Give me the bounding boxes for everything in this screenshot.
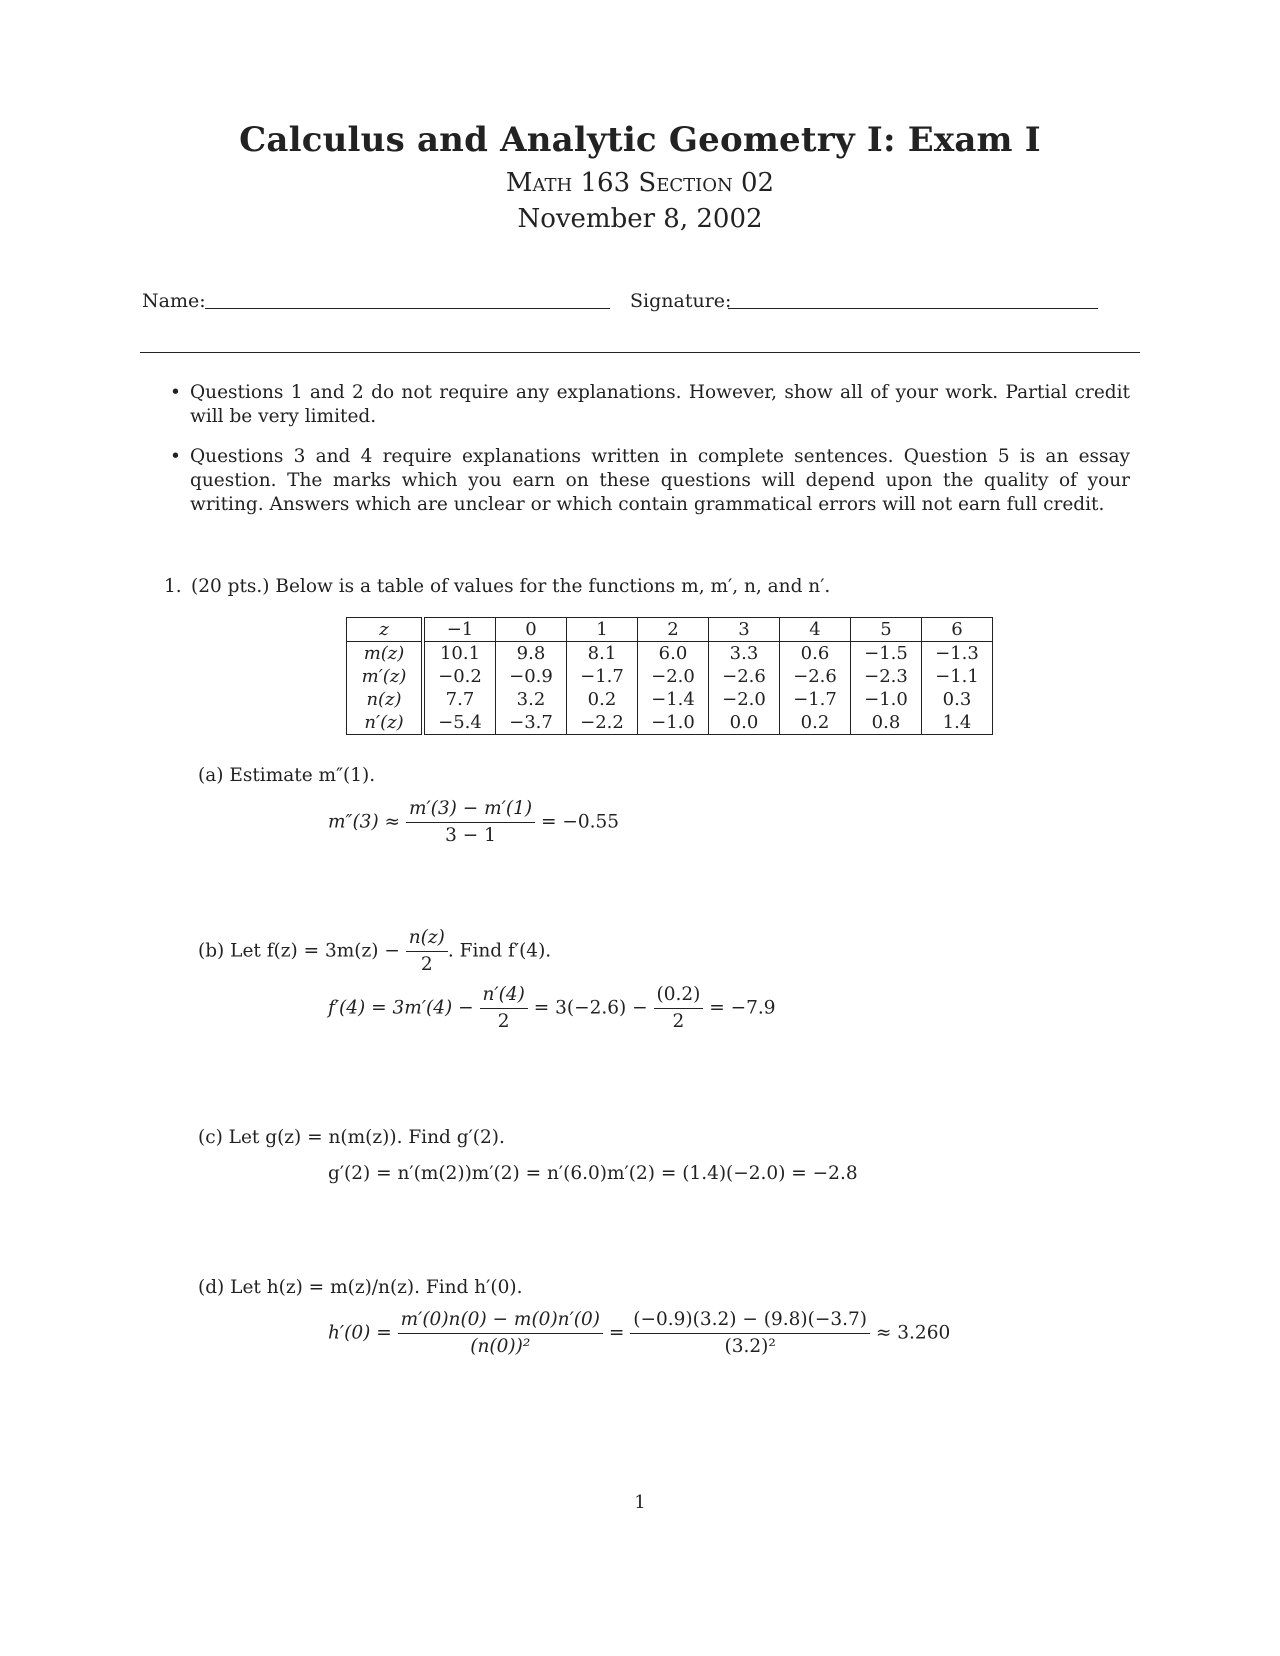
part-d-fraction-1	[398, 1307, 603, 1360]
part-b-prompt-denominator: 2	[420, 954, 433, 975]
table-cell: −2.0	[709, 688, 780, 711]
bullet-icon: •	[170, 446, 181, 467]
table-cell: −1.0	[851, 688, 922, 711]
part-d-answer	[328, 1307, 950, 1360]
part-d-fraction-2-num: (−0.9)(3.2) − (9.8)(−3.7)	[630, 1307, 870, 1334]
part-d-fraction-2	[630, 1307, 870, 1360]
table-cell: 0.6	[780, 642, 851, 666]
name-field[interactable]	[205, 308, 610, 309]
part-b-fraction-1-den: 2	[497, 1011, 510, 1032]
part-b-prompt-end: . Find f′(4).	[447, 940, 552, 962]
table-cell: −1.0	[638, 711, 709, 735]
table-header-cell: 6	[922, 618, 993, 642]
table-header-row	[347, 618, 993, 642]
part-d-result: ≈ 3.260	[875, 1322, 951, 1344]
page-number: 1	[634, 1492, 646, 1513]
table-cell: −2.6	[780, 665, 851, 688]
instruction-text: Questions 3 and 4 require explanations written in complete sentences. Question 5 is an essay question. The marks which you earn on these questions will depend upon the quality of your writing. Answers which are unclear or which contain grammatical errors will not earn full credit.	[190, 446, 1130, 515]
table-cell: 0.2	[780, 711, 851, 735]
question-1-number: 1.	[164, 576, 182, 597]
table-cell: 6.0	[638, 642, 709, 666]
part-c-answer: g′(2) = n′(m(2))m′(2) = n′(6.0)m′(2) = (1.4)(−2.0) = −2.8	[328, 1163, 858, 1184]
table-row	[347, 642, 993, 666]
table-header-cell: 2	[638, 618, 709, 642]
instruction-text: Questions 1 and 2 do not require any explanations. However, show all of your work. Partial credit will be very limited.	[190, 382, 1130, 427]
table-cell: 9.8	[496, 642, 567, 666]
table-cell: 3.3	[709, 642, 780, 666]
part-b-result: = −7.9	[709, 997, 776, 1019]
table-row-label: z	[347, 618, 424, 642]
values-table	[346, 617, 993, 735]
table-header-cell: 5	[851, 618, 922, 642]
question-1-prompt: (20 pts.) Below is a table of values for the functions m, m′, n, and n′.	[191, 576, 831, 597]
part-a-lhs: m″(3) ≈	[328, 811, 401, 833]
table-cell: −5.4	[423, 711, 496, 735]
instruction-item	[170, 445, 1130, 517]
part-b-fraction-1-num: n′(4)	[480, 982, 528, 1009]
part-b-prompt-start: (b) Let f(z) = 3m(z) −	[198, 940, 400, 962]
course-section: Math 163 Section 02	[505, 168, 775, 198]
name-label: Name:	[142, 290, 206, 312]
part-a-answer	[328, 796, 619, 849]
table-cell: 0.8	[851, 711, 922, 735]
part-d-fraction-1-den: (n(0))²	[470, 1336, 531, 1357]
table-header-cell: 3	[709, 618, 780, 642]
part-d-fraction-2-den: (3.2)²	[724, 1336, 776, 1357]
table-header-cell: 1	[567, 618, 638, 642]
bullet-icon: •	[170, 382, 181, 403]
table-cell: 1.4	[922, 711, 993, 735]
table-cell: −1.1	[922, 665, 993, 688]
part-b-fraction-2-num: (0.2)	[654, 982, 704, 1009]
table-cell: 10.1	[423, 642, 496, 666]
part-a-numerator: m′(3) − m′(1)	[406, 796, 535, 823]
table-cell: −2.2	[567, 711, 638, 735]
table-cell: 8.1	[567, 642, 638, 666]
part-a-denominator: 3 − 1	[445, 825, 496, 846]
table-cell: −0.2	[423, 665, 496, 688]
table-row-label: n′(z)	[347, 711, 424, 735]
part-a-prompt: (a) Estimate m″(1).	[198, 765, 376, 786]
part-d-lhs: h′(0) =	[328, 1322, 392, 1344]
table-cell: −3.7	[496, 711, 567, 735]
table-row	[347, 688, 993, 711]
table-row-label: m′(z)	[347, 665, 424, 688]
part-a-fraction	[406, 796, 535, 849]
table-cell: −0.9	[496, 665, 567, 688]
signature-label: Signature:	[630, 290, 732, 312]
part-b-prompt-numerator: n(z)	[406, 925, 448, 952]
table-row	[347, 711, 993, 735]
table-cell: 0.0	[709, 711, 780, 735]
part-a-result: = −0.55	[541, 811, 620, 833]
header-divider	[140, 352, 1140, 353]
table-cell: −1.5	[851, 642, 922, 666]
table-cell: −2.0	[638, 665, 709, 688]
exam-title: Calculus and Analytic Geometry I: Exam I	[239, 120, 1041, 160]
part-b-fraction-1	[480, 982, 528, 1035]
table-row	[347, 665, 993, 688]
table-cell: −1.3	[922, 642, 993, 666]
part-b-middle: = 3(−2.6) −	[533, 997, 648, 1019]
part-b-prompt	[198, 925, 551, 978]
table-cell: 0.2	[567, 688, 638, 711]
table-header-cell: 4	[780, 618, 851, 642]
table-cell: −2.6	[709, 665, 780, 688]
part-c-prompt: (c) Let g(z) = n(m(z)). Find g′(2).	[198, 1127, 505, 1148]
table-cell: 0.3	[922, 688, 993, 711]
part-b-answer	[328, 982, 776, 1035]
part-d-fraction-1-num: m′(0)n(0) − m(0)n′(0)	[398, 1307, 603, 1334]
part-d-prompt: (d) Let h(z) = m(z)/n(z). Find h′(0).	[198, 1277, 523, 1298]
table-cell: −1.7	[780, 688, 851, 711]
table-row-label: m(z)	[347, 642, 424, 666]
table-cell: −2.3	[851, 665, 922, 688]
part-d-equals: =	[608, 1322, 625, 1344]
table-cell: −1.4	[638, 688, 709, 711]
exam-date: November 8, 2002	[517, 204, 763, 234]
part-b-fraction-2-den: 2	[672, 1011, 685, 1032]
table-cell: 7.7	[423, 688, 496, 711]
table-header-cell: −1	[423, 618, 496, 642]
part-b-fraction-2	[654, 982, 704, 1035]
instruction-item	[170, 381, 1130, 429]
table-cell: −1.7	[567, 665, 638, 688]
signature-field[interactable]	[728, 308, 1098, 309]
part-b-prompt-fraction	[406, 925, 448, 978]
table-cell: 3.2	[496, 688, 567, 711]
table-header-cell: 0	[496, 618, 567, 642]
table-row-label: n(z)	[347, 688, 424, 711]
part-b-lhs: f′(4) = 3m′(4) −	[328, 997, 474, 1019]
